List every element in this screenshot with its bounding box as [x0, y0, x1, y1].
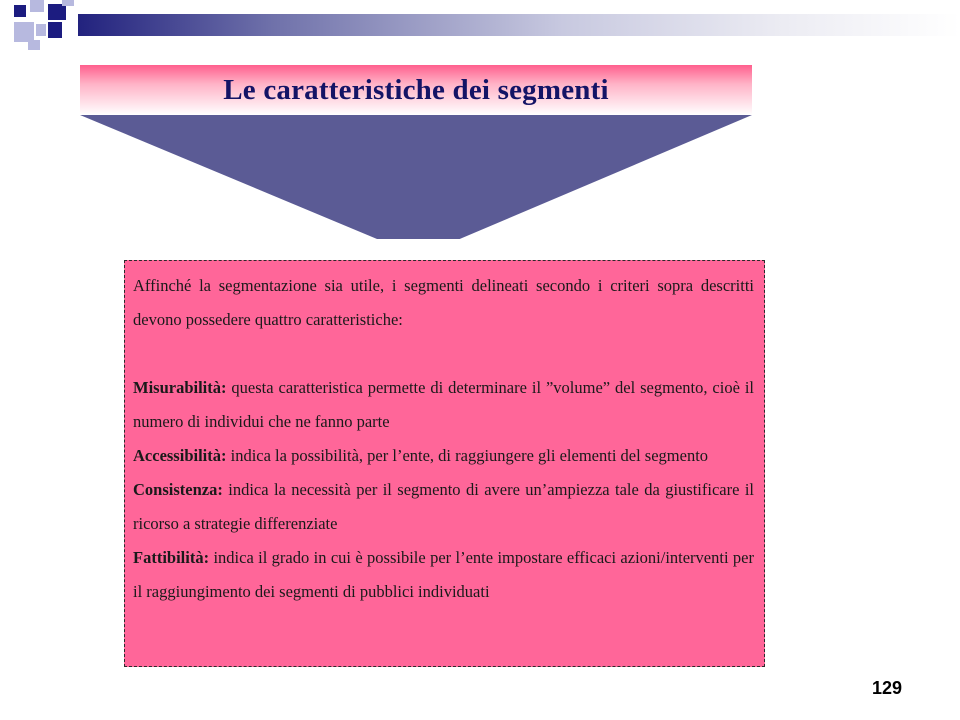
term-description: indica la necessità per il segmento di avere un’ampiezza tale da giustificare il ricorso a strategie differenziate: [133, 480, 754, 533]
deco-square-light-3: [14, 22, 34, 42]
characteristic-misurabilita: [133, 371, 754, 439]
intro-paragraph: Affinché la segmentazione sia utile, i segmenti delineati secondo i criteri sopra descritti devono possedere quattro caratteristiche:: [133, 276, 754, 329]
title-banner: [80, 65, 752, 115]
term-description: indica il grado in cui è possibile per l’ente impostare efficaci azioni/interventi per il raggiungimento dei segmenti di pubblici individuati: [133, 548, 754, 601]
deco-square-dark-1: [14, 5, 26, 17]
characteristic-accessibilita: [133, 439, 754, 473]
deco-square-light-5: [28, 40, 40, 50]
term-label: Accessibilità:: [133, 446, 227, 465]
deco-square-light-4: [36, 24, 46, 36]
characteristic-fattibilita: [133, 541, 754, 609]
slide-title: Le caratteristiche dei segmenti: [223, 73, 609, 106]
deco-square-dark-3: [48, 22, 62, 38]
deco-square-light-1: [30, 0, 44, 12]
term-description: indica la possibilità, per l’ente, di raggiungere gli elementi del segmento: [226, 446, 709, 465]
characteristic-consistenza: [133, 473, 754, 541]
term-label: Misurabilità:: [133, 378, 227, 397]
deco-square-dark-2: [48, 4, 66, 20]
term-label: Consistenza:: [133, 480, 223, 499]
term-label: Fattibilità:: [133, 548, 210, 567]
term-description: questa caratteristica permette di determinare il ”volume” del segmento, cioè il numero di individui che ne fanno parte: [133, 378, 754, 431]
funnel-arrow-shape: [80, 115, 752, 239]
header-gradient-bar: [78, 14, 960, 36]
content-box: [124, 260, 765, 667]
page-number: 129: [871, 678, 902, 698]
deco-square-light-2: [62, 0, 74, 6]
